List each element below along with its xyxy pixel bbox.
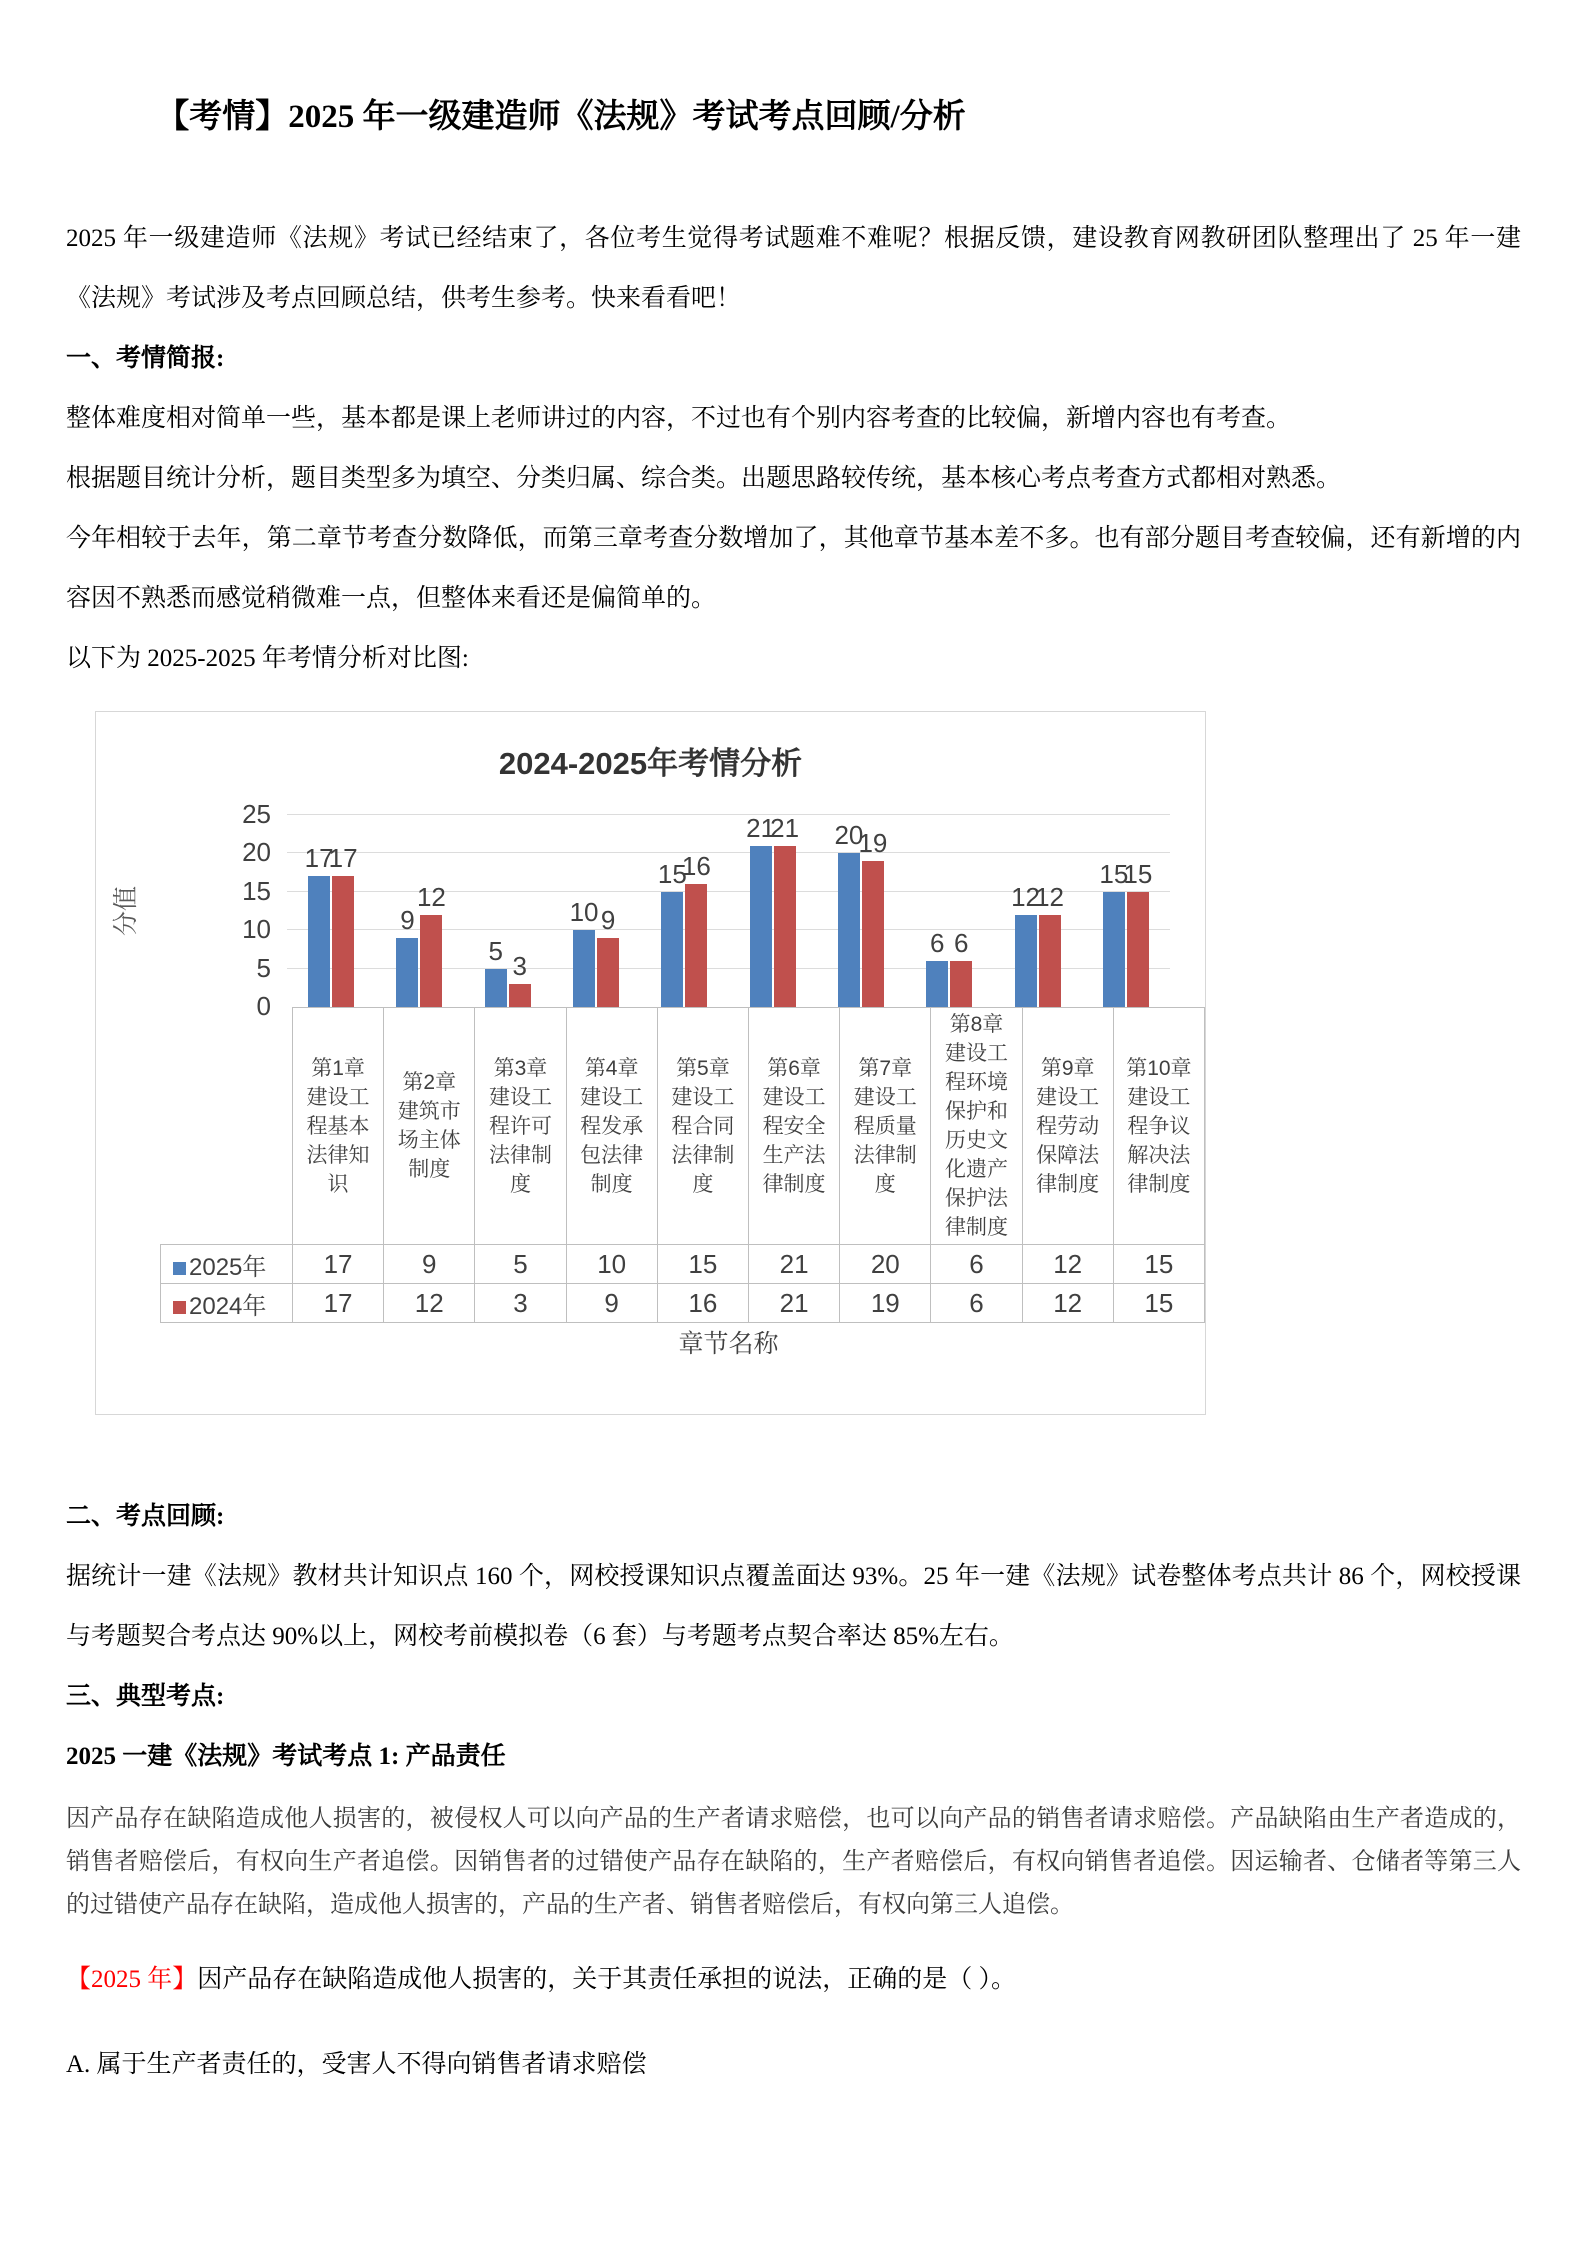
- data-label: 9: [600, 904, 616, 935]
- section2-paragraph: 据统计一建《法规》教材共计知识点 160 个，网校授课知识点覆盖面达 93%。25 年一建《法规》试卷整体考点共计 86 个，网校授课与考题契合考点达 90%以上，网校考前模拟卷（6 套）与考题考点契合率达 85%左右。: [66, 1563, 1521, 1650]
- table-value-cell: 19: [840, 1284, 931, 1323]
- bar-2025年: [1103, 892, 1125, 1007]
- data-label: 15: [1099, 858, 1129, 889]
- bar-2024年: [950, 961, 972, 1007]
- section2-heading: 二、考点回顾:: [66, 1503, 225, 1530]
- data-label: 17: [328, 843, 358, 874]
- data-label: 16: [681, 851, 711, 882]
- table-value-cell: 21: [748, 1284, 839, 1323]
- table-value-cell: 21: [748, 1245, 839, 1284]
- bar-2025年: [926, 961, 948, 1007]
- category-label: 第9章建设工程劳动保障法律制度: [1022, 1008, 1113, 1245]
- legend-item-2025年: 2025年: [161, 1245, 293, 1284]
- data-label: 19: [858, 828, 888, 859]
- data-label: 15: [1123, 858, 1153, 889]
- bar-2025年: [1015, 915, 1037, 1007]
- exam-question: [66, 1950, 1521, 2010]
- body-text-2: [66, 1487, 1521, 1787]
- intro-paragraph: 2025 年一级建造师《法规》考试已经结束了，各位考生觉得考试题难不难呢？根据反馈，建设教育网教研团队整理出了 25 年一建《法规》考试涉及考点回顾总结，供考生参考。快来看看吧！: [66, 225, 1521, 312]
- bar-2025年: [838, 853, 860, 1007]
- data-label: 21: [770, 812, 800, 843]
- bar-group: [1102, 892, 1150, 1007]
- bar-2025年: [396, 938, 418, 1007]
- bar-group: [307, 876, 355, 1007]
- chart-gridline: [287, 852, 1170, 853]
- chart-x-axis-title: 章节名称: [678, 1330, 779, 1358]
- category-label: 第2章建筑市场主体制度: [384, 1008, 475, 1245]
- chart-plot-area: [287, 812, 1170, 1007]
- bar-group: [660, 884, 708, 1007]
- y-axis-tick-label: 25: [242, 799, 271, 829]
- category-label: 第8章建设工程环境保护和历史文化遗产保护法律制度: [931, 1008, 1022, 1245]
- y-axis-tick-label: 20: [242, 837, 271, 868]
- bar-2024年: [1039, 915, 1061, 1007]
- bar-2024年: [1127, 892, 1149, 1007]
- bar-2024年: [685, 884, 707, 1007]
- category-label: 第6章建设工程安全生产法律制度: [748, 1008, 839, 1245]
- table-corner-cell: [161, 1008, 293, 1245]
- bar-2025年: [750, 846, 772, 1007]
- bar-2025年: [485, 969, 507, 1007]
- question-text: 因产品存在缺陷造成他人损害的，关于其责任承担的说法，正确的是（ ）。: [197, 1966, 1017, 1993]
- category-label: 第4章建设工程发承包法律制度: [566, 1008, 657, 1245]
- y-axis-tick-label: 0: [256, 991, 271, 1021]
- bar-2024年: [597, 938, 619, 1007]
- data-label: 17: [304, 843, 334, 874]
- bar-2024年: [774, 846, 796, 1007]
- table-value-cell: 12: [1022, 1284, 1113, 1323]
- data-label: 12: [1035, 881, 1065, 912]
- category-label: 第7章建设工程质量法律制度: [840, 1008, 931, 1245]
- table-value-cell: 6: [931, 1284, 1022, 1323]
- y-axis-tick-label: 15: [242, 875, 271, 906]
- category-label: 第1章建设工程基本法律知识: [292, 1008, 383, 1245]
- table-value-cell: 9: [566, 1284, 657, 1323]
- chart-y-axis-title: 分值: [112, 885, 140, 937]
- category-label: 第5章建设工程合同法律制度: [657, 1008, 748, 1245]
- table-value-cell: 5: [475, 1245, 566, 1284]
- table-value-cell: 15: [657, 1245, 748, 1284]
- table-value-cell: 15: [1113, 1245, 1204, 1284]
- body-text: [66, 209, 1521, 689]
- option-a: A. 属于生产者责任的，受害人不得向销售者请求赔偿: [66, 2051, 647, 2078]
- table-value-cell: 20: [840, 1245, 931, 1284]
- bar-2024年: [862, 861, 884, 1007]
- data-label: 3: [512, 950, 527, 981]
- chart-data-table: [160, 1007, 1205, 1323]
- section1-paragraph-2: 根据题目统计分析，题目类型多为填空、分类归属、综合类。出题思路较传统，基本核心考点考查方式都相对熟悉。: [66, 465, 1342, 492]
- data-label: 10: [569, 897, 599, 928]
- section1-paragraph-1: 整体难度相对简单一些，基本都是课上老师讲过的内容，不过也有个别内容考查的比较偏，新增内容也有考查。: [66, 405, 1292, 432]
- chart-title: 2024-2025年考情分析: [498, 746, 803, 781]
- data-label: 9: [400, 904, 415, 935]
- table-value-cell: 16: [657, 1284, 748, 1323]
- data-label: 5: [488, 935, 503, 966]
- category-label: 第3章建设工程许可法律制度: [475, 1008, 566, 1245]
- exam-analysis-chart: [95, 711, 1206, 1415]
- question-year-tag: 【2025 年】: [66, 1966, 198, 1993]
- bar-group: [1014, 915, 1062, 1007]
- chart-gridline: [287, 814, 1170, 815]
- data-label: 21: [746, 812, 776, 843]
- legend-item-2024年: 2024年: [161, 1284, 293, 1323]
- data-label: 12: [416, 881, 446, 912]
- bar-2024年: [420, 915, 442, 1007]
- section3-heading: 三、典型考点:: [66, 1683, 225, 1710]
- section1-heading: 一、考情简报:: [66, 345, 225, 372]
- bar-group: [572, 930, 620, 1007]
- category-row: [161, 1008, 1205, 1245]
- data-label: 6: [954, 927, 969, 958]
- section1-paragraph-3: 今年相较于去年，第二章节考查分数降低，而第三章考查分数增加了，其他章节基本差不多。也有部分题目考查较偏，还有新增的内容因不熟悉而感觉稍微难一点，但整体来看还是偏简单的。: [66, 525, 1521, 612]
- table-value-cell: 15: [1113, 1284, 1204, 1323]
- table-value-cell: 9: [384, 1245, 475, 1284]
- y-axis-tick-label: 5: [256, 952, 271, 983]
- data-label: 6: [930, 927, 945, 958]
- bar-2025年: [661, 892, 683, 1007]
- bar-group: [837, 853, 885, 1007]
- topic1-heading: 2025 一建《法规》考试考点 1: 产品责任: [66, 1743, 506, 1770]
- bar-2024年: [509, 984, 531, 1007]
- bar-group: [749, 846, 797, 1007]
- data-label: 20: [834, 820, 864, 851]
- data-label: 12: [1011, 881, 1041, 912]
- bar-2025年: [308, 876, 330, 1007]
- bar-2025年: [573, 930, 595, 1007]
- series-row-2025年: [161, 1245, 1205, 1284]
- data-label: 15: [657, 858, 687, 889]
- legend-swatch-icon: [173, 1262, 186, 1275]
- table-value-cell: 12: [1022, 1245, 1113, 1284]
- table-value-cell: 6: [931, 1245, 1022, 1284]
- legend-swatch-icon: [173, 1301, 186, 1314]
- table-value-cell: 12: [384, 1284, 475, 1323]
- table-value-cell: 17: [292, 1245, 383, 1284]
- table-value-cell: 3: [475, 1284, 566, 1323]
- page-title: 【考情】2025 年一级建造师《法规》考试考点回顾/分析: [156, 99, 966, 135]
- topic1-body: 因产品存在缺陷造成他人损害的，被侵权人可以向产品的生产者请求赔偿，也可以向产品的销售者请求赔偿。产品缺陷由生产者造成的，销售者赔偿后，有权向生产者追偿。因销售者的过错使产品存在缺陷的，生产者赔偿后，有权向销售者追偿。因运输者、仓储者等第三人的过错使产品存在缺陷，造成他人损害的，产品的生产者、销售者赔偿后，有权向第三人追偿。: [66, 1805, 1521, 1918]
- series-row-2024年: [161, 1284, 1205, 1323]
- bar-group: [925, 961, 973, 1007]
- category-label: 第10章建设工程争议解决法律制度: [1113, 1008, 1204, 1245]
- table-value-cell: 17: [292, 1284, 383, 1323]
- chart-caption: 以下为 2025-2025 年考情分析对比图:: [66, 645, 469, 672]
- bar-2024年: [332, 876, 354, 1007]
- table-value-cell: 10: [566, 1245, 657, 1284]
- y-axis-tick-label: 10: [242, 914, 271, 945]
